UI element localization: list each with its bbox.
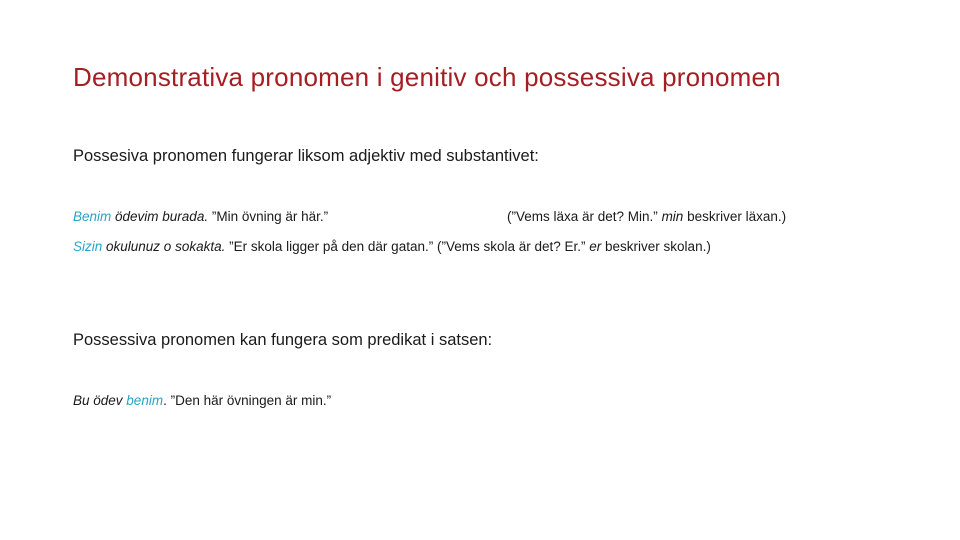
example2-line [73,239,711,254]
example1-turkish-rest: ödevim burada. [111,209,209,224]
example1-explain-italic: min [661,209,684,224]
example1-explain-post: beskriver läxan.) [683,209,787,224]
example2-swedish: ”Er skola ligger på den där gatan.” (”Vems skola är det? Er.” [225,239,590,254]
example1-explanation [507,209,786,224]
section1-heading: Possesiva pronomen fungerar liksom adjektiv med substantivet: [73,147,539,165]
example3-turkish-pre: Bu ödev [73,393,127,408]
example1-explain-pre: (”Vems läxa är det? Min.” [507,209,662,224]
example3-swedish: ”Den här övningen är min.” [166,393,332,408]
example1-line [73,209,328,224]
section2-heading: Possessiva pronomen kan fungera som predikat i satsen: [73,331,493,349]
example2-explain-post: beskriver skolan.) [601,239,711,254]
example2-turkish-highlight: Sizin [73,239,103,254]
example2-turkish-rest: okulunuz o sokakta. [102,239,226,254]
example1-swedish: ”Min övning är här.” [208,209,329,224]
example3-turkish-highlight: benim [126,393,164,408]
example2-explain-italic: er [589,239,602,254]
example3-line [73,393,331,408]
slide-title: Demonstrativa pronomen i genitiv och possessiva pronomen [73,62,781,92]
example1-turkish-highlight: Benim [73,209,112,224]
example3-turkish-post: . [163,393,167,408]
